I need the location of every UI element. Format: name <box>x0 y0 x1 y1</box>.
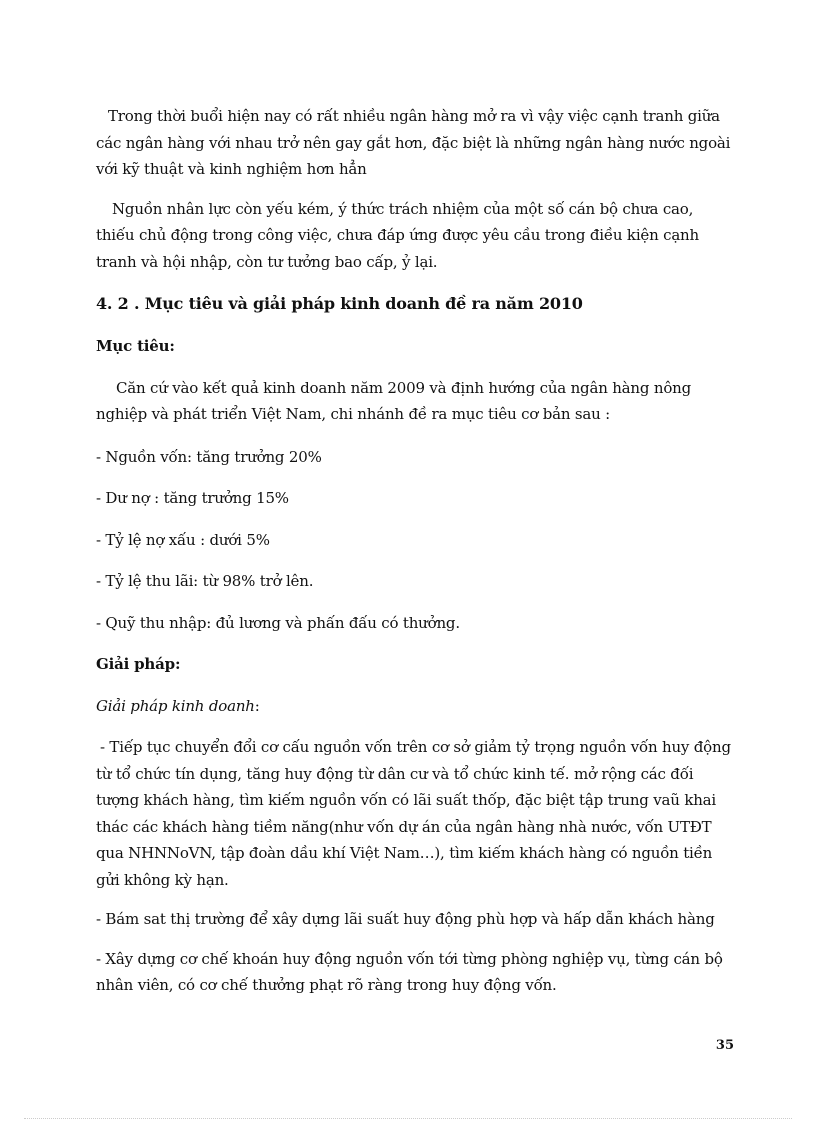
solutions-label: Giải pháp: <box>96 655 181 673</box>
page-bottom-divider <box>24 1118 792 1119</box>
business-solutions-label-text: Giải pháp kinh doanh <box>96 696 255 715</box>
solution-item: - Bám sat thị trường để xây dựng lãi suất huy động phù hợp và hấp dẫn khách hàng <box>96 910 715 928</box>
goal-item: - Nguồn vốn: tăng trưởng 20% <box>96 447 322 466</box>
solution-item: - Xây dựng cơ chế khoán huy động nguồn vốn tới từng phòng nghiệp vụ, từng cán bộ nhân viên, có cơ chế thưởng phạt rõ ràng trong huy động vốn. <box>96 949 723 994</box>
page-body <box>96 103 736 1012</box>
goals-label: Mục tiêu: <box>96 337 175 355</box>
goal-item: - Tỷ lệ thu lãi: từ 98% trở lên. <box>96 572 314 590</box>
section-heading: 4. 2 . Mục tiêu và giải pháp kinh doanh đề ra năm 2010 <box>96 294 583 313</box>
goal-item: - Quỹ thu nhập: đủ lương và phấn đấu có thưởng. <box>96 613 460 632</box>
intro-paragraph-human-resources: Nguồn nhân lực còn yếu kém, ý thức trách nhiệm của một số cán bộ chưa cao, thiếu chủ động trong công việc, chưa đáp ứng được yêu cầu trong điều kiện cạnh tranh và hội nhập, còn tư tưởng bao cấp, ỷ lại. <box>96 199 699 271</box>
solution-item: - Tiếp tục chuyển đổi cơ cấu nguồn vốn trên cơ sở giảm tỷ trọng nguồn vốn huy động từ tổ chức tín dụng, tăng huy động từ dân cư và tổ chức kinh tế. mở rộng các đối tượng khách hàng, tìm kiếm nguồn vốn có lãi suất thốp, đặc biệt tập trung vaũ khai thác các khách hàng tiềm năng(như vốn dự án của ngân hàng nhà nước, vốn UTĐT qua NHNNoVN, tập đoàn dầu khí Việt Nam…), tìm kiếm khách hàng có nguồn tiền gửi không kỳ hạn. <box>96 738 731 889</box>
goals-intro: Căn cứ vào kết quả kinh doanh năm 2009 và định hướng của ngân hàng nông nghiệp và phát triển Việt Nam, chi nhánh đề ra mục tiêu cơ bản sau : <box>96 378 692 423</box>
goal-item: - Dư nợ : tăng trưởng 15% <box>96 489 289 507</box>
business-solutions-label <box>96 693 736 720</box>
goal-item: - Tỷ lệ nợ xấu : dưới 5% <box>96 530 270 549</box>
intro-paragraph-competition: Trong thời buổi hiện nay có rất nhiều ngân hàng mở ra vì vậy việc cạnh tranh giữa các ngân hàng với nhau trở nên gay gắt hơn, đặc biệt là những ngân hàng nước ngoài với kỹ thuật và kinh nghiệm hơn hẳn <box>96 107 731 178</box>
business-solutions-label-colon: : <box>254 696 260 715</box>
page-number: 35 <box>715 1038 734 1053</box>
